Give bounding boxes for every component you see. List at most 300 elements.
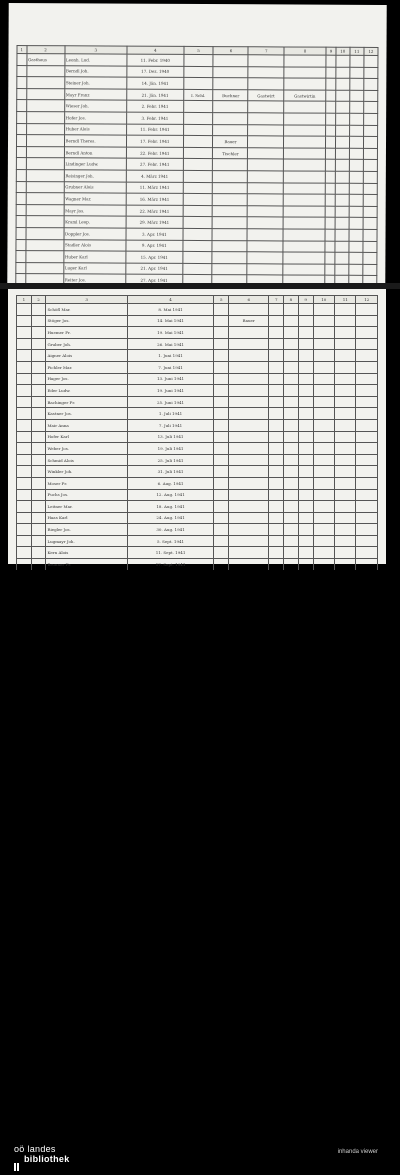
table-cell (248, 124, 284, 136)
table-cell (336, 55, 350, 67)
table-cell (17, 489, 32, 501)
table-cell: 22. Febr. 1941 (126, 147, 183, 159)
table-cell (31, 385, 46, 397)
table-cell (335, 304, 356, 316)
table-cell: 13. Juli 1941 (127, 431, 214, 443)
table-cell (356, 512, 378, 524)
table-cell (313, 419, 334, 431)
table-cell: Luger Karl (63, 262, 126, 274)
table-cell (336, 78, 350, 90)
table-cell (26, 100, 64, 112)
table-cell: Gruber Joh. (46, 338, 127, 350)
table-cell (31, 327, 46, 339)
table-cell (17, 373, 32, 385)
table-cell: 22. März 1941 (126, 205, 183, 217)
table-cell: 30. Aug. 1941 (127, 524, 214, 536)
table-cell (229, 454, 269, 466)
table-cell (284, 373, 299, 385)
table-cell (213, 55, 248, 67)
table-cell (284, 408, 299, 420)
table-cell (335, 183, 349, 195)
table-cell: 18. Aug. 1941 (127, 501, 214, 513)
table-cell (248, 159, 284, 171)
table-cell (31, 431, 46, 443)
table-cell (356, 477, 378, 489)
table-cell (182, 263, 212, 275)
table-row (17, 419, 378, 431)
table-cell (363, 171, 377, 183)
table-cell (26, 112, 64, 124)
table-cell (214, 477, 229, 489)
table-cell (212, 263, 247, 275)
table-cell: 19. Mai 1941 (127, 327, 214, 339)
table-cell (213, 78, 248, 90)
table-cell (269, 443, 284, 455)
table-cell (335, 454, 356, 466)
table-cell (356, 524, 378, 536)
viewer-footer (0, 570, 400, 1164)
table-cell (335, 338, 356, 350)
table-cell: Wieser Joh. (64, 100, 127, 112)
table-cell (248, 55, 284, 67)
table-cell (363, 137, 377, 149)
table-cell (247, 229, 283, 241)
table-cell (284, 512, 299, 524)
table-cell (313, 431, 334, 443)
table-cell (214, 396, 229, 408)
table-row (17, 443, 378, 455)
table-cell (269, 524, 284, 536)
table-cell (31, 547, 46, 559)
table-cell (356, 304, 378, 316)
table-cell (214, 338, 229, 350)
table-cell (313, 454, 334, 466)
table-cell (269, 547, 284, 559)
table-cell: 15. Apr. 1941 (126, 251, 183, 263)
table-cell (326, 102, 336, 114)
table-cell: Mayr Franz (64, 89, 127, 101)
table-cell (313, 489, 334, 501)
column-header: 12 (356, 296, 378, 304)
table-cell (212, 240, 247, 252)
table-cell (17, 408, 32, 420)
table-cell: 14. Jän. 1941 (127, 77, 184, 89)
table-cell (17, 315, 32, 327)
table-cell (17, 123, 27, 135)
table-cell (16, 135, 26, 147)
table-cell (229, 443, 269, 455)
column-header: 7 (269, 296, 284, 304)
table-cell (326, 78, 336, 90)
table-cell (298, 547, 313, 559)
table-row (17, 431, 378, 443)
table-cell: Stöger Jos. (46, 315, 127, 327)
table-cell: 5. Sept. 1941 (127, 535, 214, 547)
table-cell (298, 396, 313, 408)
table-cell (335, 512, 356, 524)
table-cell (31, 350, 46, 362)
table-cell: 25. Juli 1941 (127, 454, 214, 466)
table-cell: 31. Juli 1941 (127, 466, 214, 478)
table-cell (229, 501, 269, 513)
table-cell (269, 408, 284, 420)
table-cell (356, 373, 378, 385)
table-cell (31, 408, 46, 420)
table-cell (335, 252, 349, 264)
table-cell (325, 264, 335, 276)
table-cell (356, 350, 378, 362)
ledger-table-top (15, 45, 378, 299)
table-cell: Winkler Joh. (46, 466, 127, 478)
table-cell (269, 501, 284, 513)
table-cell (284, 524, 299, 536)
table-cell (248, 113, 284, 125)
column-header: 9 (298, 296, 313, 304)
table-cell (356, 419, 378, 431)
ledger-page-top (7, 3, 386, 287)
table-cell: Lugmayr Joh. (46, 535, 127, 547)
table-row (17, 512, 378, 524)
table-cell (283, 264, 325, 276)
table-cell (284, 385, 299, 397)
table-cell (229, 431, 269, 443)
table-cell (229, 489, 269, 501)
table-cell (183, 182, 213, 194)
table-cell (284, 350, 299, 362)
table-cell: 12. Aug. 1941 (127, 489, 214, 501)
table-cell (17, 54, 27, 66)
table-cell (313, 443, 334, 455)
table-cell (284, 396, 299, 408)
table-cell (229, 338, 269, 350)
table-cell: Weber Jos. (46, 443, 127, 455)
table-cell (248, 217, 284, 229)
table-cell: 9. Apr. 1941 (126, 240, 183, 252)
table-cell (26, 88, 64, 100)
table-cell (335, 373, 356, 385)
table-cell (283, 229, 325, 241)
table-row (17, 304, 378, 316)
table-row (17, 466, 378, 478)
column-header: 8 (284, 296, 299, 304)
table-cell (17, 431, 32, 443)
table-cell (26, 228, 64, 240)
table-cell (298, 512, 313, 524)
table-cell (248, 78, 284, 90)
table-cell (284, 113, 326, 125)
table-cell (335, 125, 349, 137)
table-cell (350, 55, 364, 67)
library-logo-line1[interactable]: oö landes (14, 1144, 56, 1154)
ledger-body (16, 54, 378, 299)
table-cell (214, 559, 229, 571)
table-cell (325, 252, 335, 264)
viewer-name[interactable]: inhanda viewer (337, 1149, 378, 1155)
table-cell: Stadler Alois (63, 239, 126, 251)
table-cell: Steiner Joh. (64, 77, 127, 89)
table-cell (364, 90, 378, 102)
table-cell: Schöfl Mar. (46, 304, 127, 316)
table-cell (183, 228, 213, 240)
table-cell (298, 419, 313, 431)
table-row (17, 327, 378, 339)
table-cell (248, 136, 284, 148)
table-cell (269, 559, 284, 571)
table-cell: Kraml Leop. (64, 216, 127, 228)
table-cell: Huber Alois (64, 123, 127, 135)
table-cell: Bauer (229, 315, 269, 327)
column-header: 8 (284, 47, 326, 55)
table-cell (31, 338, 46, 350)
table-cell (213, 159, 248, 171)
table-cell: Huemer Fr. (46, 327, 127, 339)
table-cell (284, 315, 299, 327)
table-cell: 24. Aug. 1941 (127, 512, 214, 524)
table-cell (313, 338, 334, 350)
table-cell: Reisinger Joh. (64, 170, 127, 182)
table-cell (363, 218, 377, 230)
table-cell (284, 431, 299, 443)
table-cell (335, 206, 349, 218)
table-cell (183, 101, 213, 113)
table-cell (349, 136, 363, 148)
table-cell (313, 373, 334, 385)
table-cell (229, 512, 269, 524)
table-cell (325, 171, 335, 183)
table-cell (283, 206, 325, 218)
table-cell (356, 327, 378, 339)
table-cell: 1. Juni 1941 (127, 350, 214, 362)
table-cell (283, 252, 325, 264)
table-cell (247, 252, 283, 264)
table-cell (298, 373, 313, 385)
table-cell (335, 547, 356, 559)
ledger-page-bottom (8, 289, 386, 567)
column-header: 10 (336, 47, 350, 55)
table-cell (269, 350, 284, 362)
table-cell: 3. Apr. 1941 (126, 228, 183, 240)
table-cell (325, 194, 335, 206)
table-cell (213, 194, 248, 206)
table-cell: 7. Juni 1941 (127, 361, 214, 373)
table-cell (356, 501, 378, 513)
table-cell (214, 408, 229, 420)
table-cell (213, 113, 248, 125)
table-cell (269, 466, 284, 478)
table-cell: 17. Dez. 1940 (127, 66, 184, 78)
ledger-table-bottom (16, 295, 378, 582)
table-cell (363, 206, 377, 218)
table-cell: 14. Mai 1941 (127, 315, 214, 327)
table-cell (284, 78, 326, 90)
table-cell (183, 217, 213, 229)
table-cell (349, 183, 363, 195)
image-viewer[interactable] (0, 0, 400, 570)
table-cell (183, 78, 213, 90)
table-cell (283, 171, 325, 183)
table-cell (16, 216, 26, 228)
table-cell (214, 431, 229, 443)
table-cell (214, 547, 229, 559)
table-cell: 21. Jän. 1941 (127, 89, 184, 101)
table-cell (17, 477, 32, 489)
table-cell (313, 466, 334, 478)
table-cell (313, 396, 334, 408)
table-cell: 3. Febr. 1941 (127, 112, 184, 124)
table-cell (335, 241, 349, 253)
table-cell (269, 396, 284, 408)
table-cell (16, 146, 26, 158)
table-cell (283, 217, 325, 229)
table-cell (183, 194, 213, 206)
table-cell: Fuchs Jos. (46, 489, 127, 501)
table-cell (26, 239, 64, 251)
table-cell (248, 194, 284, 206)
table-cell: Riegler Jos. (46, 524, 127, 536)
table-cell (325, 229, 335, 241)
table-cell (284, 547, 299, 559)
table-cell (182, 252, 212, 264)
table-cell (298, 559, 313, 571)
table-cell (26, 193, 64, 205)
table-cell (31, 524, 46, 536)
library-logo-line2[interactable]: bibliothek (24, 1154, 70, 1164)
table-cell (313, 535, 334, 547)
table-cell: I. Schl. (183, 89, 213, 101)
table-cell (17, 338, 32, 350)
table-cell (214, 501, 229, 513)
table-cell (284, 466, 299, 478)
table-row (17, 373, 378, 385)
column-header: 1 (17, 296, 32, 304)
table-cell (31, 501, 46, 513)
table-cell (17, 547, 32, 559)
table-cell (313, 408, 334, 420)
table-cell (284, 419, 299, 431)
table-cell (283, 136, 325, 148)
table-cell (335, 419, 356, 431)
table-cell (335, 350, 356, 362)
table-cell (313, 501, 334, 513)
table-cell (214, 466, 229, 478)
table-cell (298, 431, 313, 443)
table-cell (349, 229, 363, 241)
table-cell (284, 443, 299, 455)
table-cell (326, 55, 336, 67)
table-cell (350, 78, 364, 90)
column-header: 6 (213, 47, 248, 55)
table-cell (26, 158, 64, 170)
table-cell (214, 373, 229, 385)
table-cell (284, 101, 326, 113)
table-cell: 27. Febr. 1941 (126, 158, 183, 170)
table-cell (298, 385, 313, 397)
table-cell: Gastwirtin (284, 90, 326, 102)
table-cell (183, 240, 213, 252)
table-row (17, 396, 378, 408)
table-cell (248, 66, 284, 78)
table-cell: Doppler Jos. (64, 228, 127, 240)
table-cell: 17. Sept. 1941 (127, 559, 214, 571)
table-cell (269, 535, 284, 547)
table-cell: Buchner (213, 89, 248, 101)
table-cell (335, 315, 356, 327)
table-cell: Berndl Anton (64, 147, 127, 159)
table-cell (284, 501, 299, 513)
table-cell (283, 148, 325, 160)
table-cell (31, 454, 46, 466)
table-cell (17, 385, 32, 397)
table-cell (31, 512, 46, 524)
table-cell: Eder Ludw. (46, 385, 127, 397)
table-cell (363, 125, 377, 137)
table-cell (17, 327, 32, 339)
table-cell (284, 361, 299, 373)
table-cell (17, 419, 32, 431)
table-cell (298, 489, 313, 501)
table-cell: Bauer (213, 136, 248, 148)
table-cell (349, 171, 363, 183)
table-cell (26, 146, 64, 158)
table-cell (298, 408, 313, 420)
table-cell (229, 535, 269, 547)
table-row (17, 361, 378, 373)
table-cell (335, 559, 356, 571)
table-cell (313, 327, 334, 339)
table-cell (248, 101, 284, 113)
table-cell (212, 252, 247, 264)
table-cell (183, 159, 213, 171)
table-row (17, 535, 378, 547)
table-cell (183, 124, 213, 136)
column-header: 6 (229, 296, 269, 304)
table-cell (26, 123, 64, 135)
table-cell (335, 171, 349, 183)
table-cell (325, 241, 335, 253)
table-cell (17, 304, 32, 316)
table-cell: 26. Mai 1941 (127, 338, 214, 350)
table-cell: Hofer Karl (46, 431, 127, 443)
table-cell (247, 240, 283, 252)
table-cell (325, 217, 335, 229)
table-cell (298, 361, 313, 373)
table-cell: Bachinger Fr. (46, 396, 127, 408)
table-cell (31, 443, 46, 455)
table-cell: 4. März 1941 (126, 170, 183, 182)
table-cell (335, 148, 349, 160)
table-cell: 8. Mai 1941 (127, 304, 214, 316)
table-cell (298, 454, 313, 466)
table-cell (229, 419, 269, 431)
ledger-body (17, 304, 378, 582)
table-cell (229, 547, 269, 559)
table-cell (363, 113, 377, 125)
table-cell (183, 66, 213, 78)
table-cell (17, 100, 27, 112)
column-header: 5 (214, 296, 229, 304)
table-cell: Huber Karl (63, 251, 126, 263)
table-cell (248, 148, 284, 160)
table-cell: 2. Febr. 1941 (127, 101, 184, 113)
table-cell: Gastwirt (248, 90, 284, 102)
table-cell (214, 350, 229, 362)
table-cell (326, 90, 336, 102)
table-cell (298, 338, 313, 350)
table-cell (349, 241, 363, 253)
table-cell: Aigner Alois (46, 350, 127, 362)
table-cell (269, 304, 284, 316)
table-cell (335, 385, 356, 397)
